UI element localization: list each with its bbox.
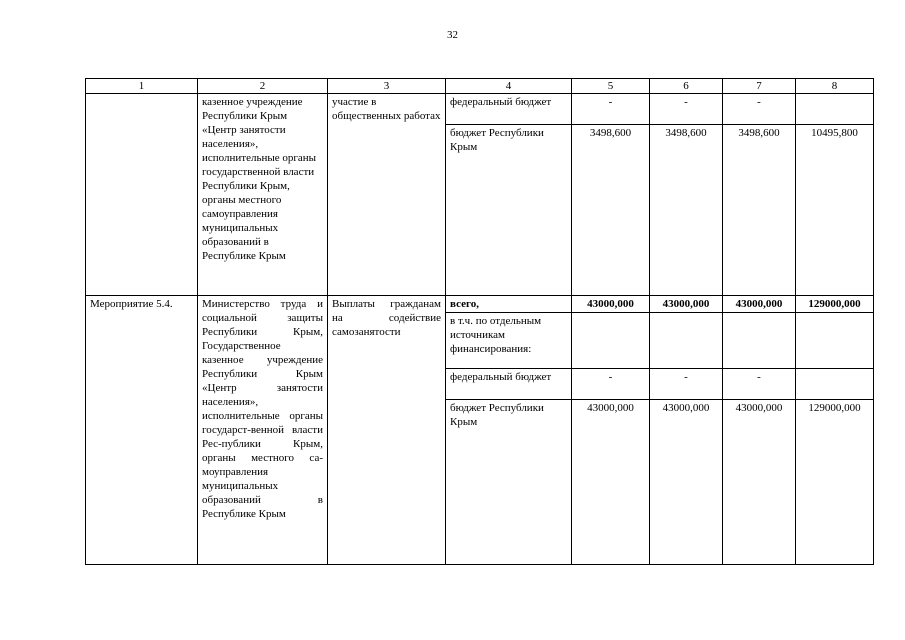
- value-cell: 43000,000: [572, 296, 650, 313]
- value-cell: -: [572, 369, 650, 400]
- value-cell: 129000,000: [796, 400, 874, 565]
- column-number: 2: [198, 79, 328, 94]
- page-number: 32: [447, 29, 458, 41]
- value-cell: 43000,000: [723, 296, 796, 313]
- column-number: 8: [796, 79, 874, 94]
- value-cell: [650, 313, 723, 369]
- column-number: 3: [328, 79, 446, 94]
- value-cell: 3498,600: [572, 125, 650, 296]
- value-cell: [796, 313, 874, 369]
- funding-source-cell: в т.ч. по отдельным источникам финансирования:: [446, 313, 572, 369]
- column-number: 4: [446, 79, 572, 94]
- value-cell: 3498,600: [723, 125, 796, 296]
- value-cell: 43000,000: [650, 400, 723, 565]
- value-cell: 3498,600: [650, 125, 723, 296]
- value-cell: -: [650, 94, 723, 125]
- activity-cell: Выплаты гражданам на содействие самозанятости: [328, 296, 446, 565]
- measure-cell: [86, 94, 198, 296]
- column-number: 6: [650, 79, 723, 94]
- column-number-row: [86, 79, 874, 94]
- funding-source-cell: всего,: [446, 296, 572, 313]
- table-row: [86, 94, 874, 125]
- value-cell: -: [723, 369, 796, 400]
- table-row: [86, 296, 874, 313]
- executor-cell: казенное учреждение Республики Крым «Центр занятости населения», исполнительные органы государственной власти Республики Крым, органы местного самоуправления муниципальных образований в Республике Крым: [198, 94, 328, 296]
- value-cell: [796, 94, 874, 125]
- value-cell: -: [650, 369, 723, 400]
- executor-cell: Министерство труда и социальной защиты Республики Крым, Государственное казенное учреждение Республики Крым «Центр занятости населения», исполнительные органы государст-венной власти Рес-публики Крым, органы местного са-моуправления муниципальных образований в Республике Крым: [198, 296, 328, 565]
- value-cell: 129000,000: [796, 296, 874, 313]
- funding-source-cell: бюджет Республики Крым: [446, 400, 572, 565]
- column-number: 1: [86, 79, 198, 94]
- value-cell: 43000,000: [723, 400, 796, 565]
- value-cell: [796, 369, 874, 400]
- value-cell: -: [723, 94, 796, 125]
- column-number: 5: [572, 79, 650, 94]
- value-cell: 43000,000: [650, 296, 723, 313]
- funding-source-cell: федеральный бюджет: [446, 369, 572, 400]
- value-cell: 10495,800: [796, 125, 874, 296]
- budget-table: [85, 78, 874, 565]
- column-number: 7: [723, 79, 796, 94]
- funding-source-cell: бюджет Республики Крым: [446, 125, 572, 296]
- funding-source-cell: федеральный бюджет: [446, 94, 572, 125]
- value-cell: -: [572, 94, 650, 125]
- value-cell: [572, 313, 650, 369]
- value-cell: 43000,000: [572, 400, 650, 565]
- measure-cell: Мероприятие 5.4.: [86, 296, 198, 565]
- activity-cell: участие в общественных работах: [328, 94, 446, 296]
- value-cell: [723, 313, 796, 369]
